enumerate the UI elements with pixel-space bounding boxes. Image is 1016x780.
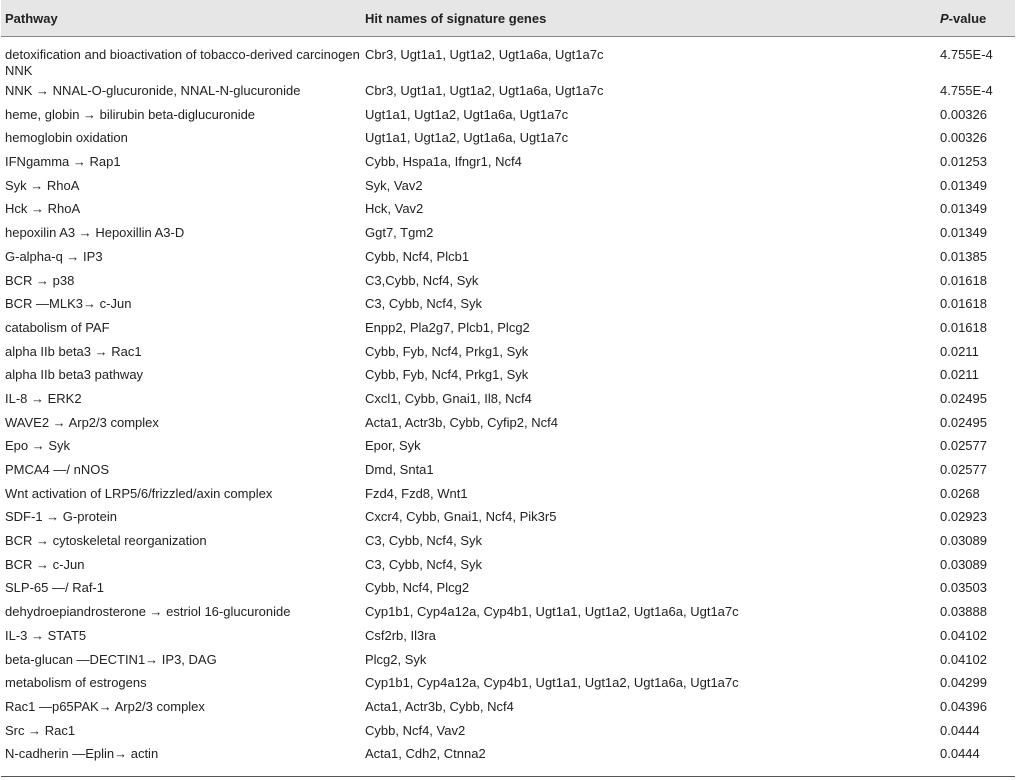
genes-cell: Cybb, Ncf4, Plcg2 bbox=[365, 580, 470, 596]
table-row bbox=[1, 505, 1015, 529]
pathway-cell: alpha IIb beta3 pathway bbox=[5, 367, 144, 383]
p-value-cell: 0.01618 bbox=[940, 319, 987, 335]
table-row bbox=[1, 695, 1015, 719]
table-row bbox=[1, 434, 1015, 458]
table-header bbox=[1, 0, 1015, 37]
table-row bbox=[1, 103, 1015, 127]
pathway-cell: detoxification and bioactivation of tobacco-derived carcinogen NNK bbox=[5, 47, 360, 78]
header-p-rest: -value bbox=[948, 10, 987, 26]
p-value-cell: 0.03503 bbox=[940, 580, 987, 596]
table-row bbox=[1, 719, 1015, 743]
table-row bbox=[1, 37, 1015, 80]
pathway-cell: Src → Rac1 bbox=[5, 722, 76, 738]
p-value-cell: 0.04396 bbox=[940, 698, 987, 714]
header-pathway: Pathway bbox=[1, 0, 361, 37]
table-row bbox=[1, 292, 1015, 316]
table-row bbox=[1, 529, 1015, 553]
pathway-cell: beta-glucan —DECTIN1→ IP3, DAG bbox=[5, 651, 217, 667]
p-value-cell: 0.02577 bbox=[940, 462, 987, 477]
table-row bbox=[1, 576, 1015, 600]
p-value-cell: 0.03888 bbox=[940, 604, 987, 620]
table-row bbox=[1, 245, 1015, 269]
genes-cell: Cyp1b1, Cyp4a12a, Cyp4b1, Ugt1a1, Ugt1a2, Ugt1a6a, Ugt1a7c bbox=[365, 675, 739, 691]
pathway-cell: Syk → RhoA bbox=[5, 177, 80, 193]
pathway-cell: dehydroepiandrosterone → estriol 16-glucuronide bbox=[5, 604, 291, 620]
table-row bbox=[1, 600, 1015, 624]
p-value-cell: 0.02495 bbox=[940, 390, 987, 406]
pathway-cell: IL-8 → ERK2 bbox=[5, 390, 82, 406]
p-value-cell: 0.0268 bbox=[940, 485, 980, 501]
header-p-value bbox=[936, 0, 1015, 37]
genes-cell: Cybb, Fyb, Ncf4, Prkg1, Syk bbox=[365, 367, 529, 383]
p-value-cell: 0.01349 bbox=[940, 177, 987, 193]
pathway-cell: PMCA4 —/ nNOS bbox=[5, 462, 110, 477]
pathway-cell: WAVE2 → Arp2/3 complex bbox=[5, 414, 159, 430]
p-value-cell: 0.01618 bbox=[940, 272, 987, 288]
p-value-cell: 0.04102 bbox=[940, 627, 987, 643]
genes-cell: Cybb, Fyb, Ncf4, Prkg1, Syk bbox=[365, 343, 529, 359]
header-genes: Hit names of signature genes bbox=[361, 0, 936, 37]
genes-cell: C3,Cybb, Ncf4, Syk bbox=[365, 272, 479, 288]
genes-cell: C3, Cybb, Ncf4, Syk bbox=[365, 296, 483, 312]
genes-cell: Ggt7, Tgm2 bbox=[365, 225, 434, 241]
p-value-cell: 0.01349 bbox=[940, 225, 987, 241]
table-row bbox=[1, 458, 1015, 482]
pathway-cell: hepoxilin A3 → Hepoxillin A3-D bbox=[5, 225, 185, 241]
genes-cell: Fzd4, Fzd8, Wnt1 bbox=[365, 485, 468, 501]
pathway-cell: Epo → Syk bbox=[5, 438, 71, 454]
genes-cell: Cxcl1, Cybb, Gnai1, Il8, Ncf4 bbox=[365, 390, 532, 406]
genes-cell: C3, Cybb, Ncf4, Syk bbox=[365, 533, 483, 549]
p-value-cell: 0.0211 bbox=[940, 343, 979, 359]
p-value-cell: 0.0444 bbox=[940, 722, 980, 738]
genes-cell: C3, Cybb, Ncf4, Syk bbox=[365, 556, 483, 572]
genes-cell: Acta1, Cdh2, Ctnna2 bbox=[365, 746, 486, 762]
p-value-cell: 0.0444 bbox=[940, 746, 980, 762]
pathway-cell: BCR → p38 bbox=[5, 272, 75, 288]
p-value-cell: 4.755E-4 bbox=[940, 83, 993, 98]
table-row bbox=[1, 79, 1015, 103]
pathway-cell: catabolism of PAF bbox=[5, 319, 110, 335]
genes-cell: Cybb, Ncf4, Vav2 bbox=[365, 722, 466, 738]
table-row bbox=[1, 150, 1015, 174]
p-value-cell: 0.01618 bbox=[940, 296, 987, 312]
genes-cell: Cybb, Ncf4, Plcb1 bbox=[365, 248, 470, 264]
pathway-cell: SLP-65 —/ Raf-1 bbox=[5, 580, 104, 596]
p-value-cell: 0.02495 bbox=[940, 414, 987, 430]
table-row bbox=[1, 269, 1015, 293]
table-row bbox=[1, 174, 1015, 198]
p-value-cell: 4.755E-4 bbox=[940, 47, 993, 62]
table-row bbox=[1, 482, 1015, 506]
pathway-cell: BCR → c-Jun bbox=[5, 556, 85, 572]
table-bottom-rule bbox=[1, 776, 1015, 777]
p-value-cell: 0.02923 bbox=[940, 509, 987, 525]
pathway-cell: BCR → cytoskeletal reorganization bbox=[5, 533, 207, 549]
pathway-cell: N-cadherin —Eplin→ actin bbox=[5, 746, 159, 762]
table-row bbox=[1, 363, 1015, 387]
table-row bbox=[1, 553, 1015, 577]
header-p-italic: P bbox=[940, 10, 949, 26]
genes-cell: Plcg2, Syk bbox=[365, 651, 427, 667]
p-value-cell: 0.00326 bbox=[940, 130, 987, 146]
pathway-cell: IFNgamma → Rap1 bbox=[5, 154, 121, 170]
pathway-cell: Rac1 —p65PAK→ Arp2/3 complex bbox=[5, 698, 205, 714]
p-value-cell: 0.02577 bbox=[940, 438, 987, 454]
genes-cell: Acta1, Actr3b, Cybb, Ncf4 bbox=[365, 698, 514, 714]
pathway-table bbox=[1, 0, 1015, 766]
pathway-cell: metabolism of estrogens bbox=[5, 675, 147, 691]
table-row bbox=[1, 316, 1015, 340]
table-body bbox=[1, 37, 1015, 766]
p-value-cell: 0.01385 bbox=[940, 248, 987, 264]
genes-cell: Cybb, Hspa1a, Ifngr1, Ncf4 bbox=[365, 154, 522, 170]
table-row bbox=[1, 387, 1015, 411]
p-value-cell: 0.03089 bbox=[940, 533, 987, 549]
table-row bbox=[1, 126, 1015, 150]
genes-cell: Cbr3, Ugt1a1, Ugt1a2, Ugt1a6a, Ugt1a7c bbox=[365, 83, 604, 98]
pathway-cell: alpha IIb beta3 → Rac1 bbox=[5, 343, 142, 359]
genes-cell: Ugt1a1, Ugt1a2, Ugt1a6a, Ugt1a7c bbox=[365, 106, 569, 122]
pathway-cell: Wnt activation of LRP5/6/frizzled/axin complex bbox=[5, 485, 273, 501]
p-value-cell: 0.04102 bbox=[940, 651, 987, 667]
genes-cell: Csf2rb, Il3ra bbox=[365, 627, 436, 643]
pathway-cell: SDF-1 → G-protein bbox=[5, 509, 117, 525]
pathway-cell: hemoglobin oxidation bbox=[5, 130, 128, 146]
pathway-cell: Hck → RhoA bbox=[5, 201, 81, 217]
p-value-cell: 0.03089 bbox=[940, 556, 987, 572]
genes-cell: Dmd, Snta1 bbox=[365, 462, 434, 477]
pathway-cell: heme, globin → bilirubin beta-diglucuronide bbox=[5, 106, 256, 122]
genes-cell: Hck, Vav2 bbox=[365, 201, 424, 217]
table-row bbox=[1, 197, 1015, 221]
pathway-cell: G-alpha-q → IP3 bbox=[5, 248, 103, 264]
table-row bbox=[1, 221, 1015, 245]
genes-cell: Epor, Syk bbox=[365, 438, 421, 454]
genes-cell: Ugt1a1, Ugt1a2, Ugt1a6a, Ugt1a7c bbox=[365, 130, 569, 146]
genes-cell: Cbr3, Ugt1a1, Ugt1a2, Ugt1a6a, Ugt1a7c bbox=[365, 47, 604, 62]
table-row bbox=[1, 742, 1015, 766]
p-value-cell: 0.01349 bbox=[940, 201, 987, 217]
table-row bbox=[1, 648, 1015, 672]
table-row bbox=[1, 411, 1015, 435]
table-row bbox=[1, 624, 1015, 648]
pathway-cell: NNK → NNAL-O-glucuronide, NNAL-N-glucuronide bbox=[5, 83, 301, 98]
p-value-cell: 0.01253 bbox=[940, 154, 987, 170]
genes-cell: Cxcr4, Cybb, Gnai1, Ncf4, Pik3r5 bbox=[365, 509, 557, 525]
table-row bbox=[1, 671, 1015, 695]
genes-cell: Enpp2, Pla2g7, Plcb1, Plcg2 bbox=[365, 319, 530, 335]
p-value-cell: 0.0211 bbox=[940, 367, 979, 383]
genes-cell: Syk, Vav2 bbox=[365, 177, 423, 193]
table-row bbox=[1, 340, 1015, 364]
genes-cell: Cyp1b1, Cyp4a12a, Cyp4b1, Ugt1a1, Ugt1a2, Ugt1a6a, Ugt1a7c bbox=[365, 604, 739, 620]
p-value-cell: 0.04299 bbox=[940, 675, 987, 691]
pathway-cell: BCR —MLK3→ c-Jun bbox=[5, 296, 132, 312]
p-value-cell: 0.00326 bbox=[940, 106, 987, 122]
header-row bbox=[1, 0, 1015, 37]
pathway-cell: IL-3 → STAT5 bbox=[5, 627, 87, 643]
genes-cell: Acta1, Actr3b, Cybb, Cyfip2, Ncf4 bbox=[365, 414, 558, 430]
